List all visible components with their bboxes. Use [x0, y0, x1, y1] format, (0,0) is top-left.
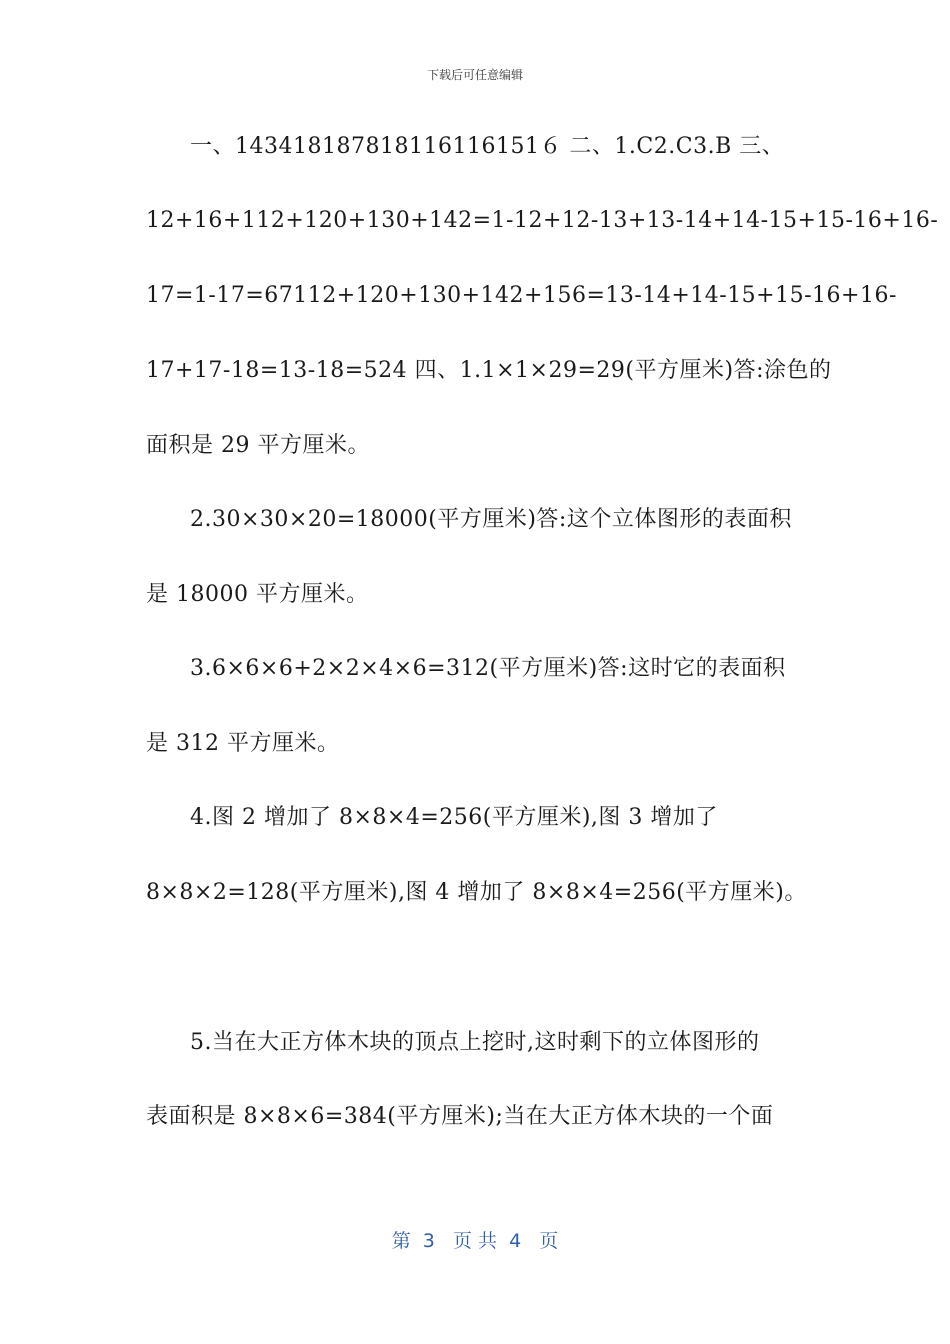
page-number-footer: 第 3 页 共 4 页 — [391, 1230, 559, 1252]
answer-line-2: 12+16+112+120+130+142=1-12+12-13+13-14+14-15+15-16+16- — [146, 208, 939, 233]
header-note: 下载后可任意编辑 — [426, 68, 523, 82]
answer-line-9: 是 312 平方厘米。 — [146, 731, 340, 756]
answer-line-4: 17+17-18=13-18=524 四、1.1×1×29=29(平方厘米)答:涂色的 — [146, 358, 832, 383]
answer-line-5: 面积是 29 平方厘米。 — [146, 433, 370, 458]
answer-line-11: 8×8×2=128(平方厘米),图 4 增加了 8×8×4=256(平方厘米)。 — [146, 880, 807, 905]
answer-line-3: 17=1-17=67112+120+130+142+156=13-14+14-15+15-16+16- — [146, 283, 897, 308]
answer-line-10: 4.图 2 增加了 8×8×4=256(平方厘米),图 3 增加了 — [190, 805, 718, 830]
answer-line-8: 3.6×6×6+2×2×4×6=312(平方厘米)答:这时它的表面积 — [190, 656, 786, 681]
answer-line-7: 是 18000 平方厘米。 — [146, 582, 369, 607]
answer-line-12: 5.当在大正方体木块的顶点上挖时,这时剩下的立体图形的 — [190, 1030, 760, 1055]
answer-line-6: 2.30×30×20=18000(平方厘米)答:这个立体图形的表面积 — [190, 507, 792, 532]
answer-line-13: 表面积是 8×8×6=384(平方厘米);当在大正方体木块的一个面 — [146, 1104, 774, 1129]
answer-line-1: 一、143418187818116116151６ 二、1.C2.C3.B 三、 — [190, 134, 785, 159]
